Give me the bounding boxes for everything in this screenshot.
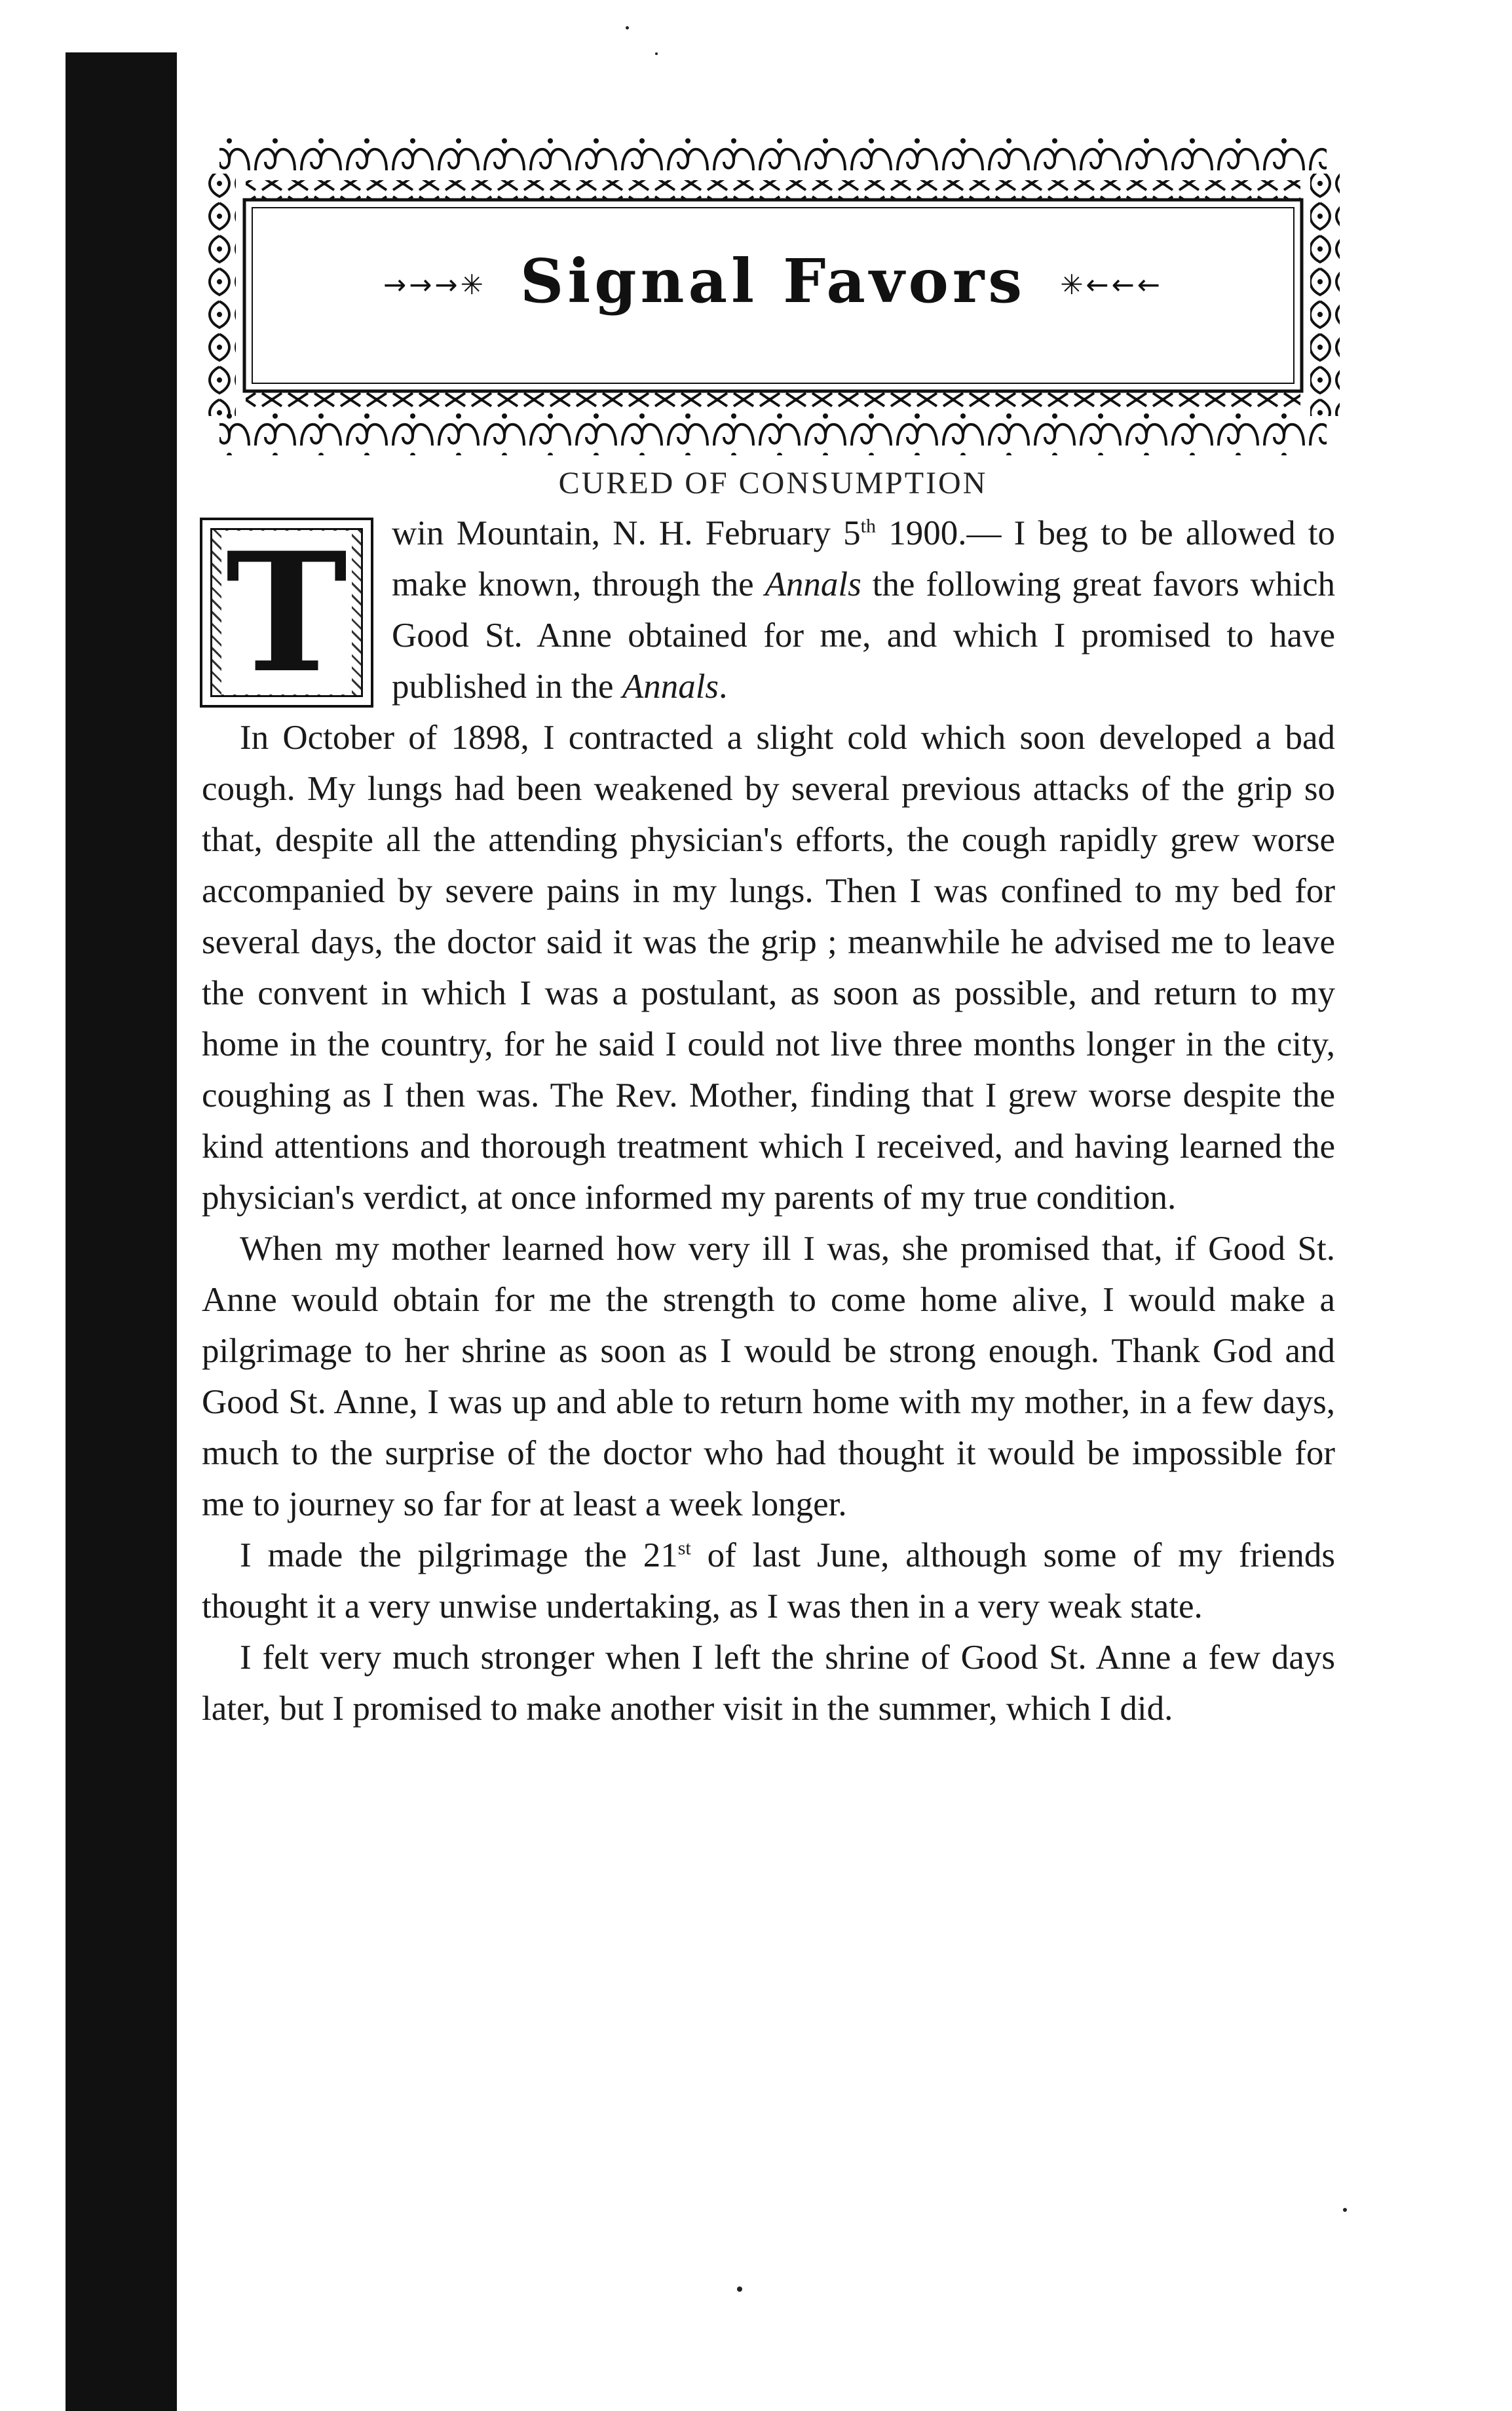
book-spine-shadow [66,52,177,2411]
paragraph-1: win Mountain, N. H. February 5th 1900.— I beg to be allowed to make known, through the Annals the following great favors which Good St. Anne obtained for me, and which I promised to have published in the Annals. [392,514,1336,706]
paragraph-3: When my mother learned how very ill I was, she promised that, if Good St. Anne would obtain for me the strength to come home alive, I would make a pilgrimage to her shrine as soon as I would be strong enough. Thank God and Good St. Anne, I was up and able to return home with my mother, in a few days, much to the surprise of the doctor who had thought it would be impossible for me to journey so far for at least a week longer. [202,1230,1335,1523]
speck [737,2287,742,2292]
drop-cap-letter: T [221,531,351,694]
paragraph-2: In October of 1898, I contracted a slight cold which soon developed a bad cough. My lungs had been weakened by several previous attacks of the grip so that, despite all the attending physician's efforts, the cough rapidly grew worse accompanied by severe pains in my lungs. Then I was confined to my bed for several days, the doctor said it was the grip ; meanwhile he advised me to leave the convent in which I was a postulant, as soon as possible, and return to my home in the country, for he said I could not live three months longer in the city, coughing as I then was. The Rev. Mother, finding that I grew worse despite the kind attentions and thorough treatment which I received, and having learned the physician's verdict, at once informed my parents of my true condition. [202,719,1335,1217]
paragraph-4: I made the pilgrimage the 21st of last June, although some of my friends thought it a very unwise undertaking, as I was then in a very weak state. [202,1536,1335,1625]
header-ornament [206,134,1340,455]
paragraph-5: I felt very much stronger when I left the shrine of Good St. Anne a few days later, but I promised to make another visit in the summer, which I did. [202,1639,1335,1728]
speck [1343,2208,1347,2212]
title-ornament-right: ✳←←← [1060,269,1163,301]
title-ornament-left: →→→✳ [383,269,486,301]
speck [655,52,658,55]
section-title: Signal Favors [520,246,1027,316]
article-body [202,508,1335,1734]
speck [626,26,629,29]
article-heading: CURED OF CONSUMPTION [558,466,988,501]
